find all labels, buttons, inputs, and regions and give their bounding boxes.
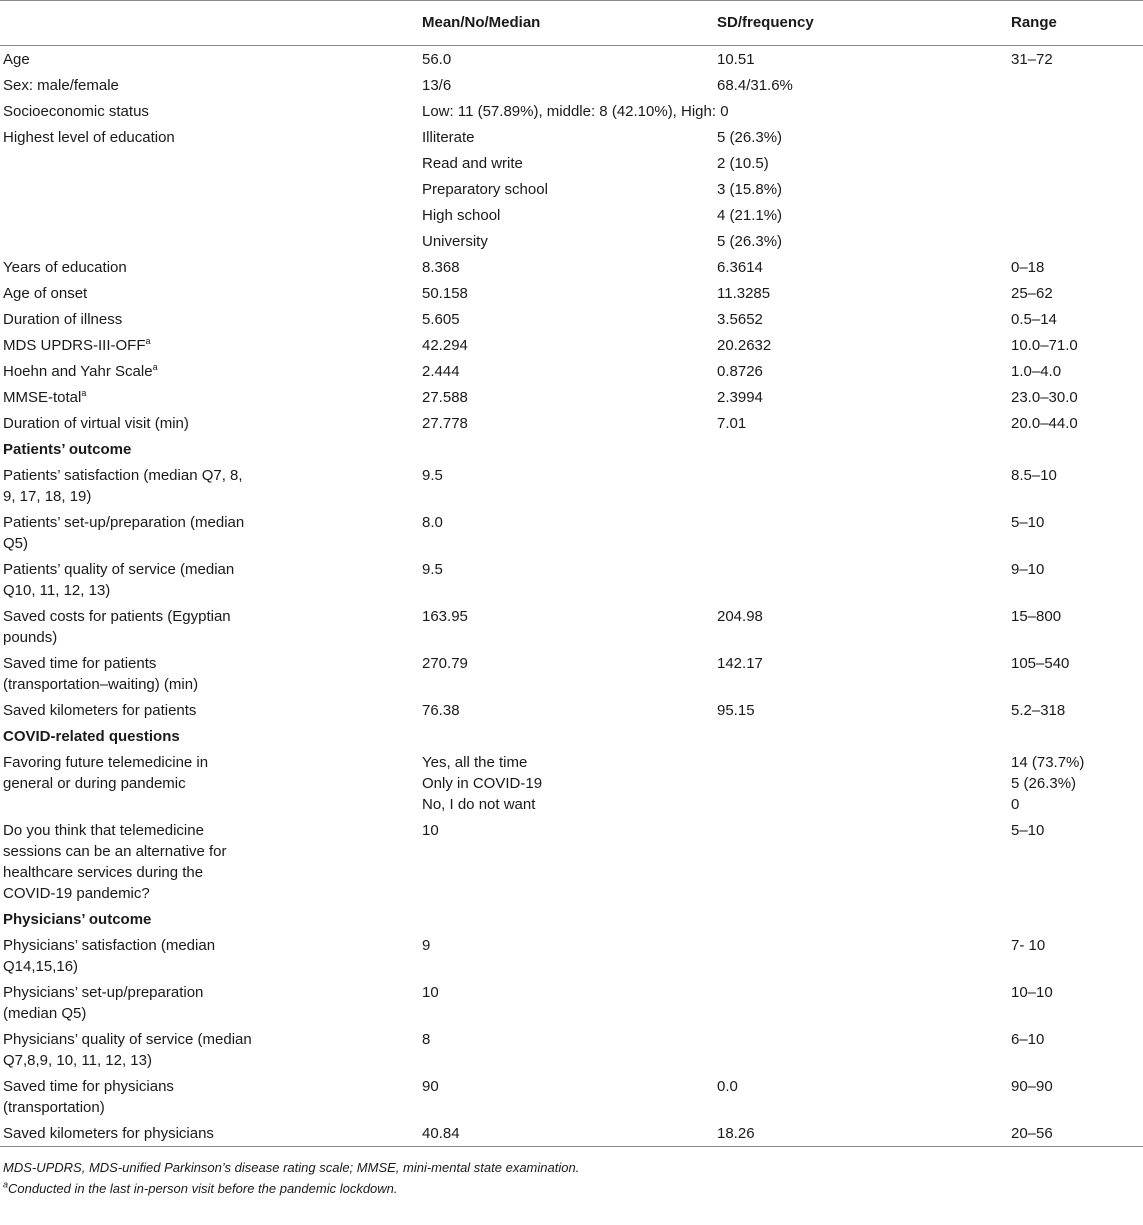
row-label-line: Saved costs for patients (Egyptian	[3, 608, 231, 625]
cell-sd: 68.4/31.6%	[717, 77, 793, 94]
option-text: Only in COVID-19	[422, 775, 543, 792]
row-label: Sex: male/female	[3, 77, 119, 94]
cell-mean: 27.588	[422, 389, 468, 406]
cell-sd: 2.3994	[717, 389, 763, 406]
cell-mean: 9.5	[422, 467, 443, 484]
table-row	[0, 817, 1143, 906]
table-row	[0, 1026, 1143, 1073]
row-label	[0, 979, 422, 1026]
cell-sd: 20.2632	[717, 337, 772, 354]
table-row	[0, 1120, 1143, 1147]
row-label	[0, 749, 422, 817]
row-label-line: 9, 17, 18, 19)	[3, 488, 92, 505]
cell-sd	[717, 556, 1011, 603]
row-label-line: Favoring future telemedicine in	[3, 754, 209, 771]
cell-mean: 9.5	[422, 561, 443, 578]
row-label	[0, 1026, 422, 1073]
table-row	[0, 1073, 1143, 1120]
footnote-marker: a	[145, 336, 151, 346]
row-label	[0, 358, 422, 384]
cell-edu-freq: 3 (15.8%)	[717, 181, 783, 198]
cell-sd: 204.98	[717, 608, 763, 625]
cell-range: 5–10	[1011, 514, 1045, 531]
cell-range	[1011, 228, 1143, 254]
cell-mean: 163.95	[422, 608, 468, 625]
row-label-text: MDS UPDRS-III-OFF	[3, 337, 146, 354]
cell-range: 20–56	[1011, 1125, 1053, 1142]
row-label	[0, 603, 422, 650]
cell-sd: 11.3285	[717, 285, 771, 302]
cell-sd: 6.3614	[717, 259, 763, 276]
cell-range	[1011, 72, 1143, 98]
cell-edu-level: Illiterate	[422, 129, 475, 146]
cell-mean: 8.368	[422, 259, 460, 276]
section-header-covid	[0, 723, 1143, 749]
table-row	[0, 72, 1143, 98]
row-label-line: Saved time for physicians	[3, 1078, 174, 1095]
cell-mean: 56.0	[422, 51, 452, 68]
cell-sd	[717, 1026, 1011, 1073]
row-label-line: (transportation–waiting) (min)	[3, 676, 199, 693]
header-col-range: Range	[1011, 14, 1057, 31]
cell-sd	[717, 462, 1011, 509]
table-row	[0, 462, 1143, 509]
table-row	[0, 254, 1143, 280]
cell-mean: 40.84	[422, 1125, 460, 1142]
row-label: Saved kilometers for patients	[3, 702, 197, 719]
cell-edu-freq: 5 (26.3%)	[717, 233, 783, 250]
cell-sd	[717, 979, 1011, 1026]
row-label-line: Q10, 11, 12, 13)	[3, 582, 111, 599]
row-label: Age	[3, 51, 30, 68]
cell-mean: 5.605	[422, 311, 460, 328]
cell-edu-freq: 2 (10.5)	[717, 155, 769, 172]
table-row	[0, 280, 1143, 306]
cell-edu-level: Read and write	[422, 155, 523, 172]
row-label-line: Q14,15,16)	[3, 958, 79, 975]
table-row	[0, 509, 1143, 556]
cell-range: 15–800	[1011, 608, 1062, 625]
cell-options	[422, 749, 717, 817]
row-label-line: Saved time for patients	[3, 655, 157, 672]
cell-edu-level: University	[422, 233, 488, 250]
cell-range: 0.5–14	[1011, 311, 1057, 328]
row-label	[0, 650, 422, 697]
row-label	[0, 176, 422, 202]
row-label: Socioeconomic status	[3, 103, 149, 120]
row-label-line: COVID-19 pandemic?	[3, 885, 150, 902]
footnote-marker: a	[81, 388, 87, 398]
cell-sd	[717, 749, 1011, 817]
row-label	[0, 228, 422, 254]
table-row	[0, 358, 1143, 384]
table-row	[0, 332, 1143, 358]
cell-range: 8.5–10	[1011, 467, 1057, 484]
cell-range: 90–90	[1011, 1078, 1053, 1095]
cell-mean: 76.38	[422, 702, 460, 719]
cell-sd: 18.26	[717, 1125, 755, 1142]
cell-sd: 3.5652	[717, 311, 763, 328]
cell-edu-level: High school	[422, 207, 501, 224]
cell-sd: 10.51	[717, 51, 755, 68]
cell-mean: 27.778	[422, 415, 468, 432]
cell-range: 105–540	[1011, 655, 1070, 672]
table-row	[0, 650, 1143, 697]
row-label-line: Patients’ set-up/preparation (median	[3, 514, 245, 531]
cell-range: 10.0–71.0	[1011, 337, 1078, 354]
row-label	[0, 817, 422, 906]
row-label-line: Patients’ quality of service (median	[3, 561, 235, 578]
cell-range: 6–10	[1011, 1031, 1045, 1048]
cell-sd: 7.01	[717, 415, 747, 432]
cell-range: 31–72	[1011, 51, 1053, 68]
row-label-line: pounds)	[3, 629, 58, 646]
cell-sd: 0.8726	[717, 363, 763, 380]
table-row	[0, 932, 1143, 979]
cell-mean: 9	[422, 937, 431, 954]
cell-range: 5–10	[1011, 822, 1045, 839]
footnote-a-text: Conducted in the last in-person visit before the pandemic lockdown.	[8, 1181, 398, 1196]
cell-range	[1011, 202, 1143, 228]
header-col-sd: SD/frequency	[717, 14, 814, 31]
table-row	[0, 46, 1143, 73]
row-label	[0, 509, 422, 556]
row-label-text: MMSE-total	[3, 389, 82, 406]
table-row	[0, 410, 1143, 436]
section-header-patients	[0, 436, 1143, 462]
cell-range: 23.0–30.0	[1011, 389, 1078, 406]
table-row	[0, 98, 1143, 124]
row-label-line: Patients’ satisfaction (median Q7, 8,	[3, 467, 243, 484]
table-row	[0, 556, 1143, 603]
table-row	[0, 176, 1143, 202]
table-row	[0, 124, 1143, 150]
cell-range: 5.2–318	[1011, 702, 1066, 719]
section-title: Physicians’ outcome	[3, 911, 152, 928]
cell-sd	[717, 509, 1011, 556]
footnote-marker: a	[152, 362, 158, 372]
row-label-text: Hoehn and Yahr Scale	[3, 363, 153, 380]
row-label-line: Physicians’ satisfaction (median	[3, 937, 216, 954]
header-col-mean: Mean/No/Median	[422, 14, 541, 31]
cell-sd: 142.17	[717, 655, 763, 672]
row-label	[0, 932, 422, 979]
row-label-line: (median Q5)	[3, 1005, 87, 1022]
row-label	[0, 462, 422, 509]
row-label-line: (transportation)	[3, 1099, 105, 1116]
cell-mean: 50.158	[422, 285, 468, 302]
row-label: Years of education	[3, 259, 127, 276]
cell-sd: 95.15	[717, 702, 755, 719]
cell-sd	[717, 932, 1011, 979]
cell-mean: 13/6	[422, 77, 452, 94]
table-row	[0, 603, 1143, 650]
range-text: 14 (73.7%)	[1011, 754, 1085, 771]
cell-mean: 42.294	[422, 337, 468, 354]
range-text: 5 (26.3%)	[1011, 775, 1077, 792]
row-label-line: Q7,8,9, 10, 11, 12, 13)	[3, 1052, 152, 1069]
row-label	[0, 202, 422, 228]
row-label: Highest level of education	[3, 129, 175, 146]
table-row	[0, 697, 1143, 723]
table-header-row	[0, 1, 1143, 46]
cell-range: 20.0–44.0	[1011, 415, 1078, 432]
cell-edu-level: Preparatory school	[422, 181, 548, 198]
cell-range	[1011, 176, 1143, 202]
row-label	[0, 150, 422, 176]
range-text: 0	[1011, 796, 1020, 813]
cell-mean: 8.0	[422, 514, 443, 531]
row-label	[0, 556, 422, 603]
table-row	[0, 150, 1143, 176]
section-title: Patients’ outcome	[3, 441, 132, 458]
cell-sd	[717, 817, 1011, 906]
cell-range: 9–10	[1011, 561, 1045, 578]
table-row	[0, 306, 1143, 332]
row-label: Saved kilometers for physicians	[3, 1125, 214, 1142]
cell-range	[1011, 150, 1143, 176]
option-text: Yes, all the time	[422, 754, 528, 771]
cell-range: 1.0–4.0	[1011, 363, 1062, 380]
option-text: No, I do not want	[422, 796, 536, 813]
footnote-marker: a	[3, 1179, 9, 1190]
cell-mean: 10	[422, 984, 439, 1001]
cell-range: 10–10	[1011, 984, 1053, 1001]
cell-mean: 270.79	[422, 655, 468, 672]
cell-mean: 10	[422, 822, 439, 839]
row-label-line: sessions can be an alternative for	[3, 843, 227, 860]
table-row	[0, 749, 1143, 817]
row-label-line: Do you think that telemedicine	[3, 822, 204, 839]
cell-mean: 90	[422, 1078, 439, 1095]
cell-range: 0–18	[1011, 259, 1045, 276]
cell-range	[1011, 749, 1143, 817]
row-label	[0, 384, 422, 410]
cell-range	[1011, 124, 1143, 150]
header-col-label	[0, 1, 422, 46]
cell-range: 25–62	[1011, 285, 1053, 302]
row-label-line: general or during pandemic	[3, 775, 186, 792]
row-label: Duration of virtual visit (min)	[3, 415, 189, 432]
cell-range: 7- 10	[1011, 937, 1046, 954]
table-row	[0, 202, 1143, 228]
cell-sd: 0.0	[717, 1078, 738, 1095]
cell-edu-freq: 5 (26.3%)	[717, 129, 783, 146]
table-row	[0, 228, 1143, 254]
cell-edu-freq: 4 (21.1%)	[717, 207, 783, 224]
footnote-a	[3, 1178, 1143, 1199]
row-label-line: Physicians’ quality of service (median	[3, 1031, 252, 1048]
row-label	[0, 1073, 422, 1120]
cell-mean: 2.444	[422, 363, 460, 380]
table-footnotes	[0, 1157, 1143, 1199]
footnote-abbreviations: MDS-UPDRS, MDS-unified Parkinson’s disease rating scale; MMSE, mini-mental state examination.	[3, 1160, 580, 1175]
section-title: COVID-related questions	[3, 728, 180, 745]
row-label: Age of onset	[3, 285, 88, 302]
row-label	[0, 332, 422, 358]
cell-mean: 8	[422, 1031, 431, 1048]
row-label-line: Q5)	[3, 535, 29, 552]
table-row	[0, 384, 1143, 410]
section-header-physicians	[0, 906, 1143, 932]
cell-mean: Low: 11 (57.89%), middle: 8 (42.10%), High: 0	[422, 103, 729, 120]
row-label: Duration of illness	[3, 311, 123, 328]
row-label-line: Physicians’ set-up/preparation	[3, 984, 204, 1001]
row-label-line: healthcare services during the	[3, 864, 204, 881]
table-row	[0, 979, 1143, 1026]
